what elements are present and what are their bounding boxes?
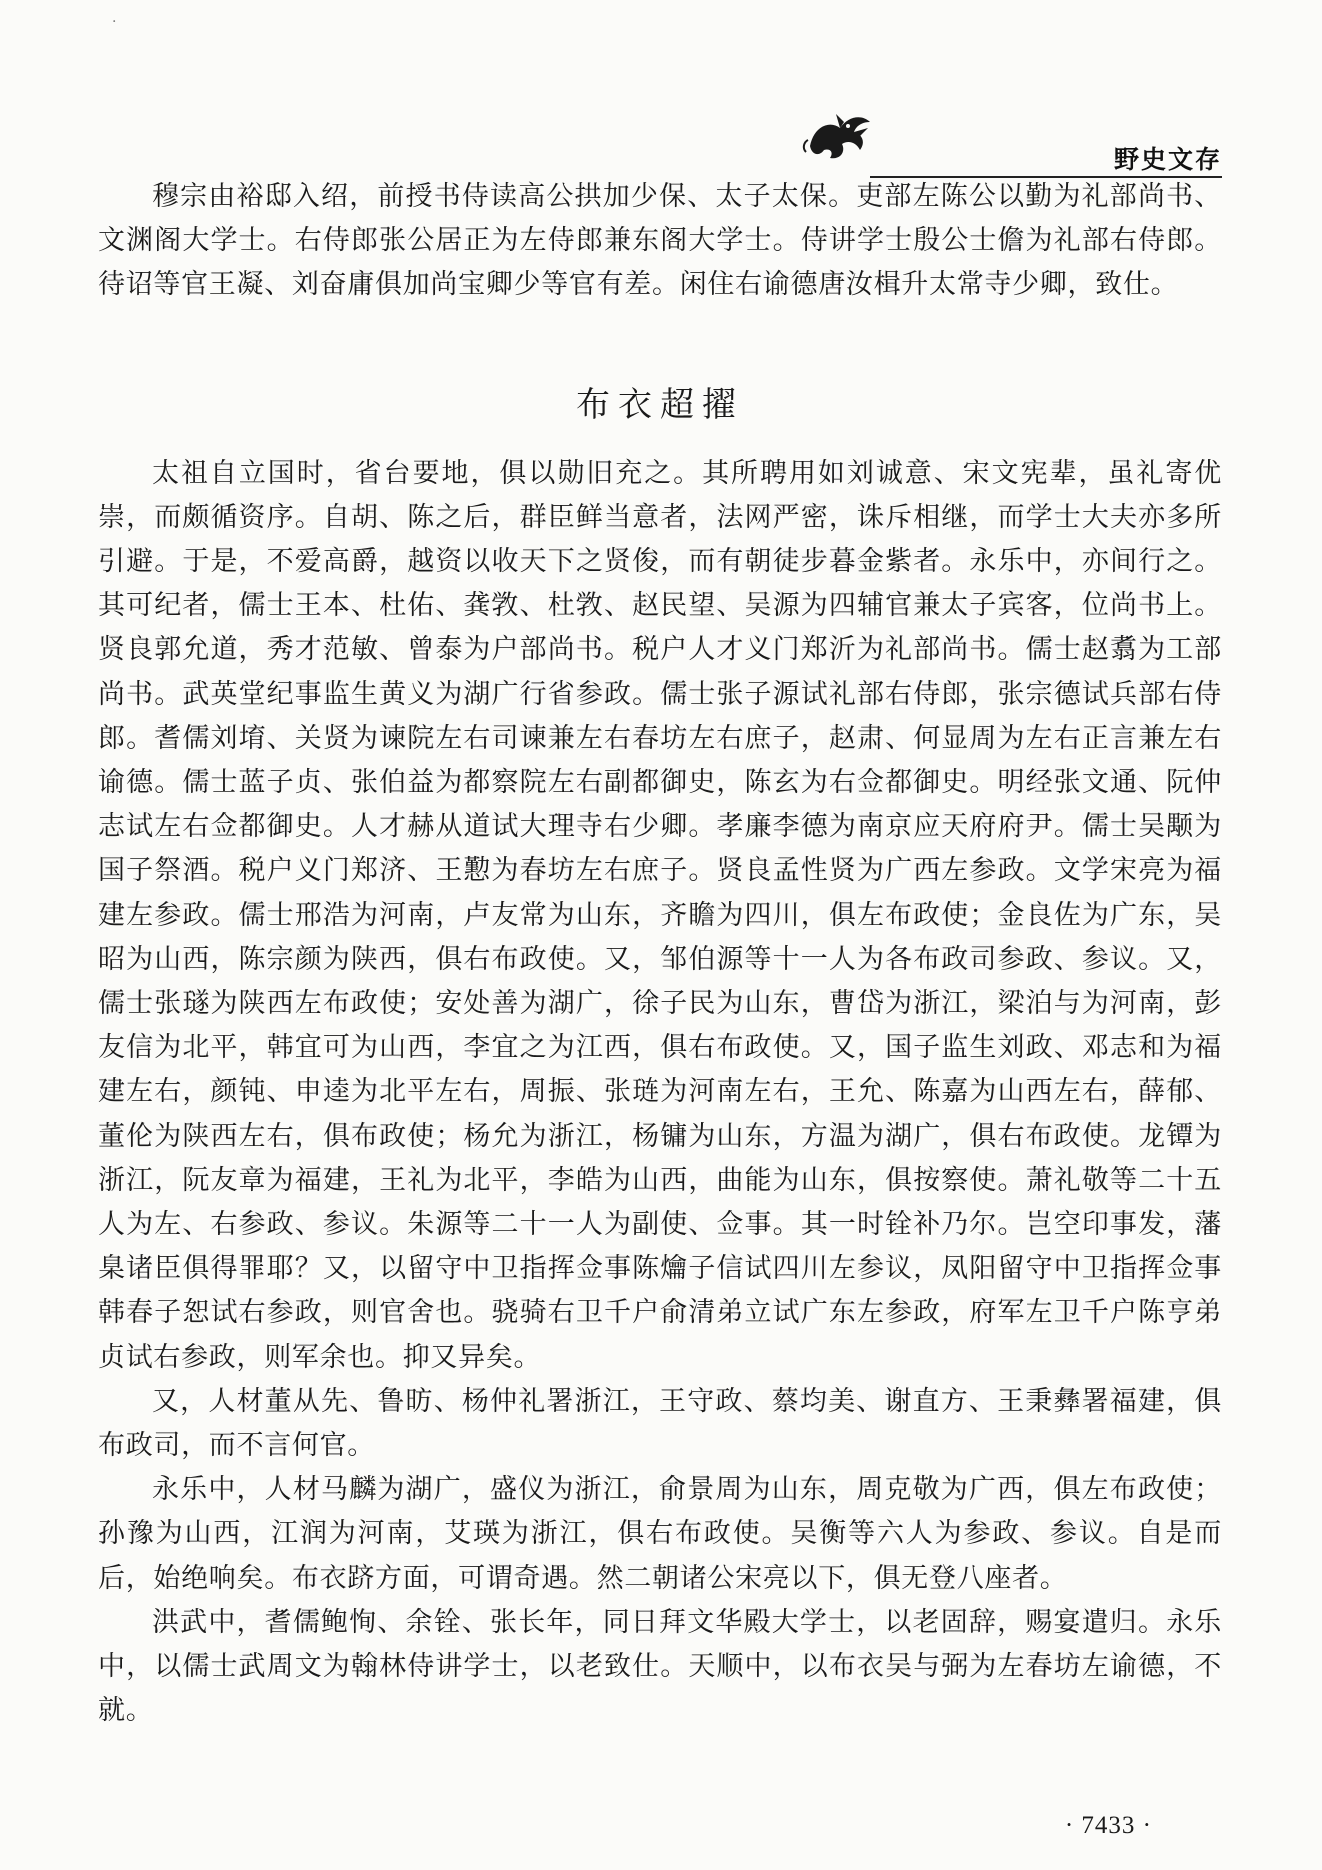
intro-paragraph: 穆宗由裕邸入绍，前授书侍读高公拱加少保、太子太保。吏部左陈公以勤为礼部尚书、文渊阁大学士。右侍郎张公居正为左侍郎兼东阁大学士。侍讲学士殷公士儋为礼部右侍郎。待诏等官王凝、刘奋庸俱加尚宝卿少等官有差。闲住右谕德唐汝楫升太常寺少卿，致仕。: [98, 181, 1222, 301]
paragraph: 永乐中，人材马麟为湖广，盛仪为浙江，俞景周为山东，周克敬为广西，俱左布政使；孙豫为山西，江润为河南，艾瑛为浙江，俱右布政使。吴衡等六人为参政、参议。自是而后，始绝响矣。布衣跻方面，可谓奇遇。然二朝诸公宋亮以下，俱无登八座者。: [98, 1474, 1222, 1594]
paragraph: 太祖自立国时，省台要地，俱以勋旧充之。其所聘用如刘诚意、宋文宪辈，虽礼寄优崇，而颇循资序。自胡、陈之后，群臣鲜当意者，法网严密，诛斥相继，而学士大夫亦多所引避。于是，不爱高爵，越资以收天下之贤俊，而有朝徒步暮金紫者。永乐中，亦间行之。其可纪者，儒士王本、杜佑、龚敩、杜敩、赵民望、吴源为四辅官兼太子宾客，位尚书上。贤良郭允道，秀才范敏、曾泰为户部尚书。税户人才义门郑沂为礼部尚书。儒士赵翥为工部尚书。武英堂纪事监生黄义为湖广行省参政。儒士张子源试礼部右侍郎，张宗德试兵部右侍郎。耆儒刘堉、关贤为谏院左右司谏兼左右春坊左右庶子，赵肃、何显周为左右正言兼左右谕德。儒士蓝子贞、张伯益为都察院左右副都御史，陈玄为右佥都御史。明经张文通、阮仲志试左右佥都御史。人才赫从道试大理寺右少卿。孝廉李德为南京应天府府尹。儒士吴颙为国子祭酒。税户义门郑济、王懃为春坊左右庶子。贤良孟性贤为广西左参政。文学宋亮为福建左参政。儒士邢浩为河南，卢友常为山东，齐瞻为四川，俱左布政使；金良佐为广东，吴昭为山西，陈宗颜为陕西，俱右布政使。又，邹伯源等十一人为各布政司参政、参议。又，儒士张璲为陕西左布政使；安处善为湖广，徐子民为山东，曹岱为浙江，梁泊与为河南，彭友信为北平，韩宜可为山西，李宜之为江西，俱右布政使。又，国子监生刘政、邓志和为福建左右，颜钝、申逵为北平左右，周振、张琏为河南左右，王允、陈嘉为山西左右，薛郁、董伦为陕西左右，俱布政使；杨允为浙江，杨镛为山东，方温为湖广，俱右布政使。龙镡为浙江，阮友章为福建，王礼为北平，李皓为山西，曲能为山东，俱按察使。萧礼敬等二十五人为左、右参政、参议。朱源等二十一人为副使、佥事。其一时铨补乃尔。岂空印事发，藩臬诸臣俱得罪耶？又，以留守中卫指挥佥事陈爚子信试四川左参议，凤阳留守中卫指挥佥事韩春子恕试右参政，则官舍也。骁骑右卫千户俞清弟立试广东左参政，府军左卫千户陈亨弟贞试右参政，则军余也。抑又异矣。: [98, 457, 1222, 1373]
section-title: 布衣超擢: [576, 384, 744, 425]
scan-corner-mark: ·: [112, 14, 117, 30]
page-number: · 7433 ·: [1064, 1812, 1152, 1839]
paragraph: 又，人材董从先、鲁昉、杨仲礼署浙江，王守政、蔡均美、谢直方、王秉彝署福建，俱布政司，而不言何官。: [98, 1385, 1222, 1462]
running-header: [800, 100, 1222, 180]
page-body: [98, 175, 1222, 1734]
dragon-icon: [800, 106, 880, 166]
paragraph: 洪武中，耆儒鲍恂、余铨、张长年，同日拜文华殿大学士，以老固辞，赐宴遣归。永乐中，以儒士武周文为翰林侍讲学士，以老致仕。天顺中，以布衣吴与弼为左春坊左谕德，不就。: [98, 1606, 1222, 1727]
header-title: 野史文存: [1113, 145, 1222, 174]
